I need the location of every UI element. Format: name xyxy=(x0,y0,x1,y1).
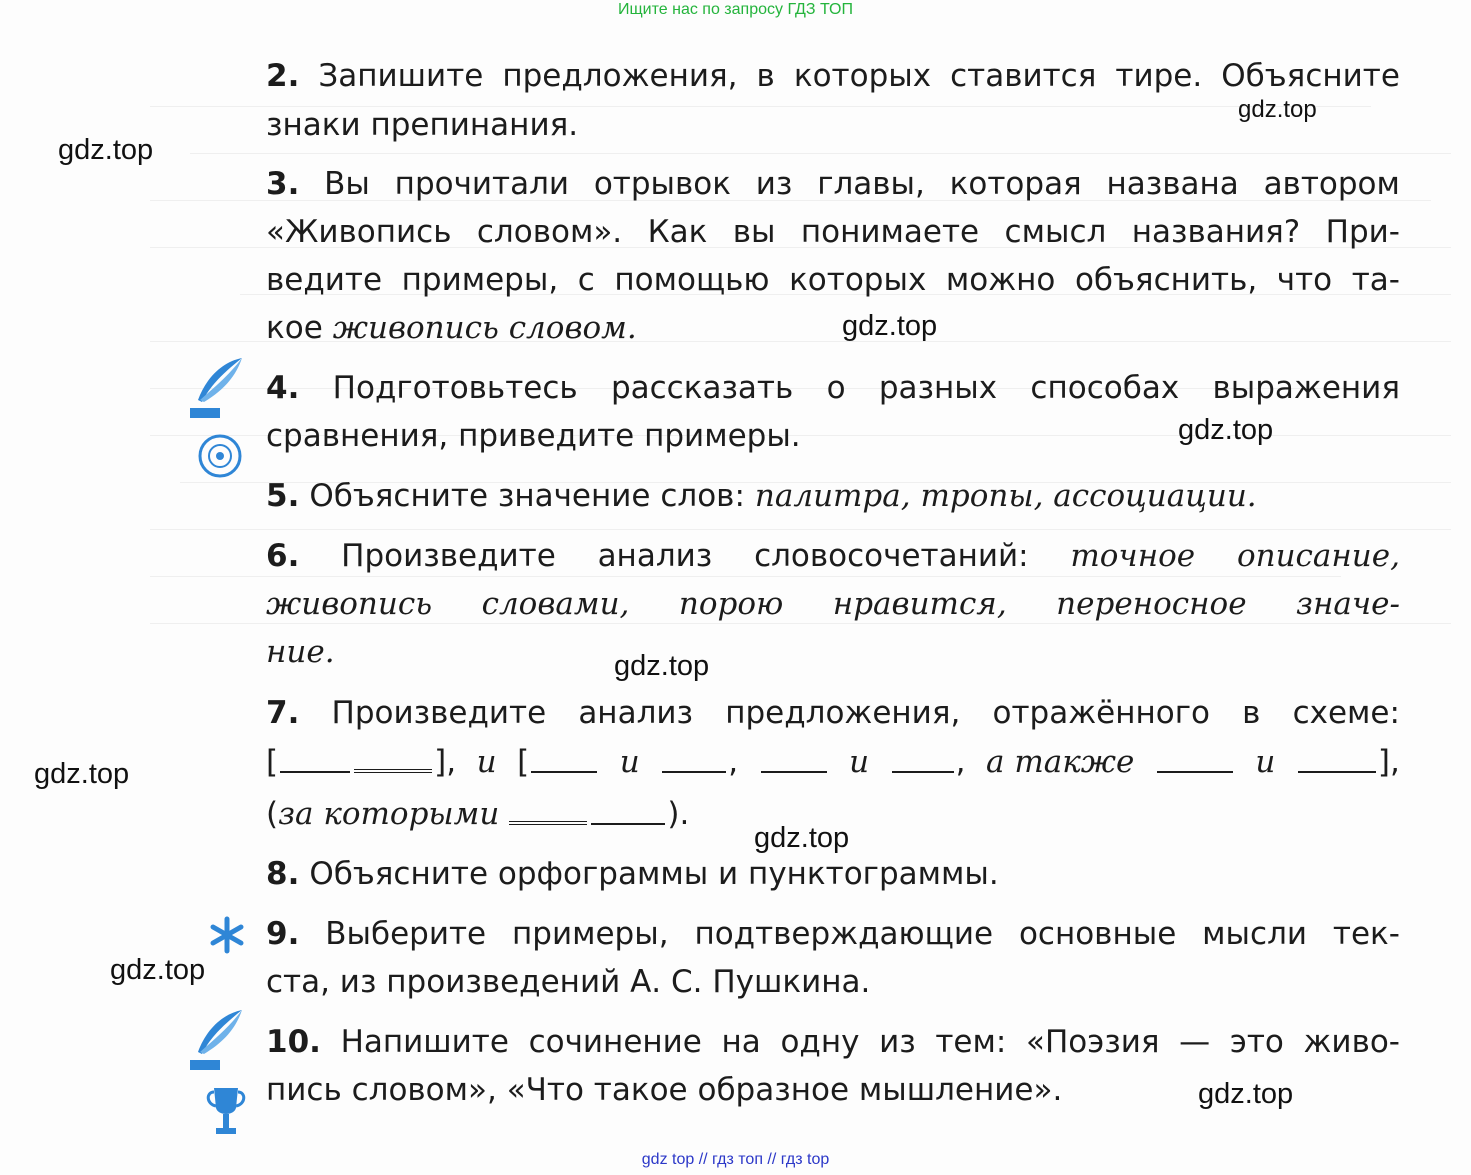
word: та- xyxy=(1351,262,1400,298)
search-hint: Ищите нас по запросу ГДЗ ТОП xyxy=(618,1,853,18)
task-text: пись словом», «Что такое образное мышление». xyxy=(266,1072,1063,1108)
task-2-line-1 xyxy=(266,52,1400,100)
word: отражённого xyxy=(992,695,1210,731)
word: которых xyxy=(793,58,932,94)
word: примеры, xyxy=(401,262,559,298)
task-number: 2. xyxy=(266,58,300,94)
word: рассказать xyxy=(610,370,794,406)
word: ведите xyxy=(266,262,383,298)
italic-term: живопись словом. xyxy=(332,310,637,346)
italic-word: переносное xyxy=(1056,586,1247,622)
italic-word: описание, xyxy=(1236,538,1400,574)
task-text: Объясните значение слов: xyxy=(309,478,745,514)
word: прочитали xyxy=(394,166,570,202)
task-number: 9. xyxy=(266,916,300,952)
word: сочинение xyxy=(528,1024,702,1060)
word: что xyxy=(1276,262,1333,298)
task-text: сравнения, приведите примеры. xyxy=(266,418,801,454)
word: названия? xyxy=(1131,214,1301,250)
scheme-conjunction: и xyxy=(849,744,870,780)
word: вы xyxy=(732,214,776,250)
task-number: 6. xyxy=(266,538,300,574)
word: из xyxy=(879,1024,916,1060)
word: тем: xyxy=(935,1024,1007,1060)
word: можно xyxy=(945,262,1056,298)
task-3-line-3 xyxy=(266,256,1400,304)
italic-word: ние. xyxy=(266,634,335,670)
word: из xyxy=(755,166,793,202)
word: автором xyxy=(1263,166,1400,202)
word: Подготовьтесь xyxy=(332,370,578,406)
word: на xyxy=(721,1024,761,1060)
task-6-line-2 xyxy=(266,580,1400,628)
scheme-bracket: [ xyxy=(517,738,599,786)
word: ставится xyxy=(950,58,1097,94)
scheme-subclause: (за которыми ). xyxy=(266,796,690,832)
task-6-line-1 xyxy=(266,532,1400,580)
quill-icon xyxy=(186,1008,246,1072)
task-8-line-1 xyxy=(266,850,1400,898)
task-5-line-1 xyxy=(266,472,1400,520)
italic-word: живопись xyxy=(266,586,433,622)
sentence-scheme-line-2 xyxy=(266,790,1400,838)
word: способах xyxy=(1030,370,1180,406)
trophy-icon xyxy=(206,1084,246,1144)
scheme-blank xyxy=(759,738,829,786)
word: выражения xyxy=(1212,370,1400,406)
task-number: 7. xyxy=(266,695,300,731)
word: Вы xyxy=(324,166,370,202)
task-9-line-2 xyxy=(266,958,1400,1006)
task-10-line-2 xyxy=(266,1066,1400,1114)
word: словом». xyxy=(476,214,623,250)
word: тек- xyxy=(1332,916,1400,952)
watermark: gdz.top xyxy=(842,310,938,342)
word: Напишите xyxy=(340,1024,509,1060)
italic-term: палитра, тропы, ассоциации. xyxy=(754,478,1257,514)
watermark: gdz.top xyxy=(1178,414,1274,446)
task-2-line-2 xyxy=(266,101,1400,149)
task-4-line-2 xyxy=(266,412,1400,460)
word: анализ xyxy=(578,695,694,731)
watermark: gdz.top xyxy=(34,758,130,790)
task-9-line-1 xyxy=(266,910,1400,958)
quill-icon xyxy=(186,356,246,420)
word: анализ xyxy=(597,538,713,574)
word: мысли xyxy=(1202,916,1308,952)
task-number: 3. xyxy=(266,166,300,202)
word: схеме: xyxy=(1292,695,1400,731)
task-3-line-1 xyxy=(266,160,1400,208)
word: предложения, xyxy=(725,695,961,731)
watermark: gdz.top xyxy=(110,954,206,986)
word: в xyxy=(756,58,775,94)
word: разных xyxy=(878,370,998,406)
word: подтверждающие xyxy=(694,916,994,952)
task-10-line-1 xyxy=(266,1018,1400,1066)
word: с xyxy=(577,262,595,298)
word: Объясните xyxy=(1221,58,1400,94)
word: живо- xyxy=(1303,1024,1400,1060)
scheme-conjunction: и xyxy=(1255,744,1276,780)
scheme-blank: , xyxy=(890,738,966,786)
task-4-line-1 xyxy=(266,364,1400,412)
disc-icon xyxy=(198,434,242,478)
task-text: Объясните орфограммы и пунктограммы. xyxy=(309,856,999,892)
task-3-line-4 xyxy=(266,304,1400,352)
task-number: 10. xyxy=(266,1024,321,1060)
word: При- xyxy=(1325,214,1400,250)
word: смысл xyxy=(1004,214,1107,250)
word: названа xyxy=(1106,166,1239,202)
task-6-line-3 xyxy=(266,628,1400,676)
scheme-blank: , xyxy=(660,738,738,786)
word: это xyxy=(1229,1024,1284,1060)
word: — xyxy=(1179,1024,1211,1060)
task-number: 4. xyxy=(266,370,300,406)
scheme-conjunction: а также xyxy=(986,744,1135,780)
watermark: gdz.top xyxy=(614,650,710,682)
task-7-line-1 xyxy=(266,689,1400,737)
word: отрывок xyxy=(593,166,731,202)
word: которых xyxy=(789,262,927,298)
scheme-blank xyxy=(1155,738,1235,786)
task-text: ста, из произведений А. С. Пушкина. xyxy=(266,964,871,1000)
word: Как xyxy=(647,214,708,250)
italic-word: порою xyxy=(678,586,784,622)
scheme-conjunction: и xyxy=(619,744,640,780)
word: понимаете xyxy=(800,214,980,250)
word: объяснить, xyxy=(1074,262,1258,298)
word: примеры, xyxy=(512,916,669,952)
word: Произведите xyxy=(341,538,556,574)
word: помощью xyxy=(614,262,770,298)
task-text: знаки препинания. xyxy=(266,107,579,143)
watermark: gdz.top xyxy=(1238,96,1317,123)
task-text: кое xyxy=(266,310,323,346)
scheme-bracket: ], xyxy=(1296,738,1400,786)
word: в xyxy=(1242,695,1261,731)
sentence-scheme-line-1 xyxy=(266,738,1400,786)
word: главы, xyxy=(817,166,925,202)
word: одну xyxy=(780,1024,860,1060)
italic-word: точное xyxy=(1070,538,1196,574)
word: Произведите xyxy=(331,695,547,731)
word: тире. xyxy=(1115,58,1203,94)
word: словосочетаний: xyxy=(754,538,1029,574)
word: Выберите xyxy=(325,916,487,952)
watermark: gdz.top xyxy=(58,134,154,166)
task-number: 8. xyxy=(266,856,300,892)
word: о xyxy=(826,370,846,406)
scheme-bracket: [ ], xyxy=(266,744,457,780)
footer-links[interactable]: gdz top // гдз топ // гдз top xyxy=(641,1151,830,1168)
word: основные xyxy=(1018,916,1177,952)
watermark: gdz.top xyxy=(754,822,850,854)
italic-word: нравится, xyxy=(832,586,1007,622)
word: которая xyxy=(949,166,1082,202)
word: «Живопись xyxy=(266,214,452,250)
asterisk-icon xyxy=(208,916,246,954)
watermark: gdz.top xyxy=(1198,1078,1294,1110)
word: «Поэзия xyxy=(1025,1024,1160,1060)
word: предложения, xyxy=(502,58,738,94)
scheme-conjunction: и xyxy=(476,744,497,780)
word: Запишите xyxy=(318,58,484,94)
task-number: 5. xyxy=(266,478,300,514)
italic-word: словами, xyxy=(481,586,630,622)
italic-word: значе- xyxy=(1296,586,1400,622)
task-3-line-2 xyxy=(266,208,1400,256)
